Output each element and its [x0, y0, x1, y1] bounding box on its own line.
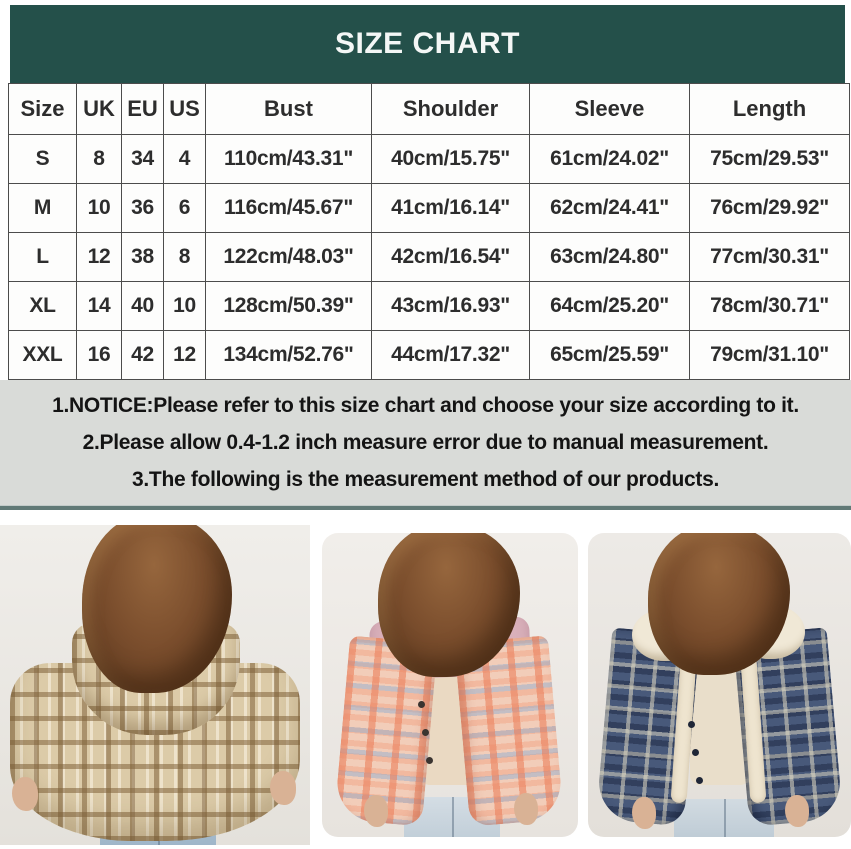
- table-cell: 10: [77, 184, 122, 233]
- table-cell: 122cm/48.03": [206, 233, 372, 282]
- column-header-bust: Bust: [206, 84, 372, 135]
- table-cell: 43cm/16.93": [372, 282, 530, 331]
- left-hand: [364, 795, 388, 827]
- notice-section: [0, 380, 851, 505]
- table-cell: 6: [164, 184, 206, 233]
- table-row: [9, 331, 850, 380]
- table-cell: 76cm/29.92": [690, 184, 850, 233]
- size-chart-title: SIZE CHART: [335, 27, 520, 60]
- table-cell: 4: [164, 135, 206, 184]
- table-cell: 40cm/15.75": [372, 135, 530, 184]
- column-header-shoulder: Shoulder: [372, 84, 530, 135]
- size-chart-header: [10, 5, 845, 83]
- table-cell: 12: [77, 233, 122, 282]
- button: [692, 749, 699, 756]
- table-cell: 79cm/31.10": [690, 331, 850, 380]
- table-cell: M: [9, 184, 77, 233]
- table-cell: 8: [77, 135, 122, 184]
- notice-line: 3.The following is the measurement method of our products.: [132, 468, 719, 491]
- right-hand: [514, 793, 538, 825]
- table-cell: 41cm/16.14": [372, 184, 530, 233]
- table-cell: 78cm/30.71": [690, 282, 850, 331]
- column-header-uk: UK: [77, 84, 122, 135]
- table-cell: 63cm/24.80": [530, 233, 690, 282]
- table-cell: 61cm/24.02": [530, 135, 690, 184]
- table-cell: 38: [122, 233, 164, 282]
- table-cell: 42: [122, 331, 164, 380]
- right-hand: [270, 771, 296, 805]
- table-cell: 128cm/50.39": [206, 282, 372, 331]
- product-photo-pink-front: [322, 533, 578, 837]
- size-chart-table: [8, 83, 850, 380]
- table-row: [9, 233, 850, 282]
- column-header-size: Size: [9, 84, 77, 135]
- button: [696, 777, 703, 784]
- table-cell: 36: [122, 184, 164, 233]
- table-row: [9, 184, 850, 233]
- table-cell: 42cm/16.54": [372, 233, 530, 282]
- table-header-row: [9, 84, 850, 135]
- left-hand: [632, 797, 656, 829]
- table-cell: 77cm/30.31": [690, 233, 850, 282]
- column-header-us: US: [164, 84, 206, 135]
- button: [418, 701, 425, 708]
- table-cell: 10: [164, 282, 206, 331]
- table-cell: 116cm/45.67": [206, 184, 372, 233]
- right-hand: [785, 795, 809, 827]
- table-cell: L: [9, 233, 77, 282]
- table-cell: 110cm/43.31": [206, 135, 372, 184]
- table-cell: 62cm/24.41": [530, 184, 690, 233]
- product-photos: [0, 525, 851, 845]
- table-cell: 14: [77, 282, 122, 331]
- table-cell: 40: [122, 282, 164, 331]
- button: [426, 757, 433, 764]
- table-cell: 12: [164, 331, 206, 380]
- table-cell: 75cm/29.53": [690, 135, 850, 184]
- table-cell: 8: [164, 233, 206, 282]
- table-row: [9, 282, 850, 331]
- table-cell: 64cm/25.20": [530, 282, 690, 331]
- table-row: [9, 135, 850, 184]
- table-cell: 65cm/25.59": [530, 331, 690, 380]
- button: [688, 721, 695, 728]
- column-header-eu: EU: [122, 84, 164, 135]
- divider-line: [0, 505, 851, 510]
- notice-line: 1.NOTICE:Please refer to this size chart and choose your size according to it.: [52, 394, 799, 417]
- notice-line: 2.Please allow 0.4-1.2 inch measure error due to manual measurement.: [82, 431, 769, 454]
- table-cell: 34: [122, 135, 164, 184]
- left-hand: [12, 777, 38, 811]
- product-photo-back-view: [0, 525, 310, 845]
- column-header-sleeve: Sleeve: [530, 84, 690, 135]
- table-cell: XL: [9, 282, 77, 331]
- column-header-length: Length: [690, 84, 850, 135]
- product-photo-navy-front: [588, 533, 851, 837]
- table-cell: 44cm/17.32": [372, 331, 530, 380]
- table-cell: 16: [77, 331, 122, 380]
- button: [422, 729, 429, 736]
- table-cell: S: [9, 135, 77, 184]
- table-cell: XXL: [9, 331, 77, 380]
- table-cell: 134cm/52.76": [206, 331, 372, 380]
